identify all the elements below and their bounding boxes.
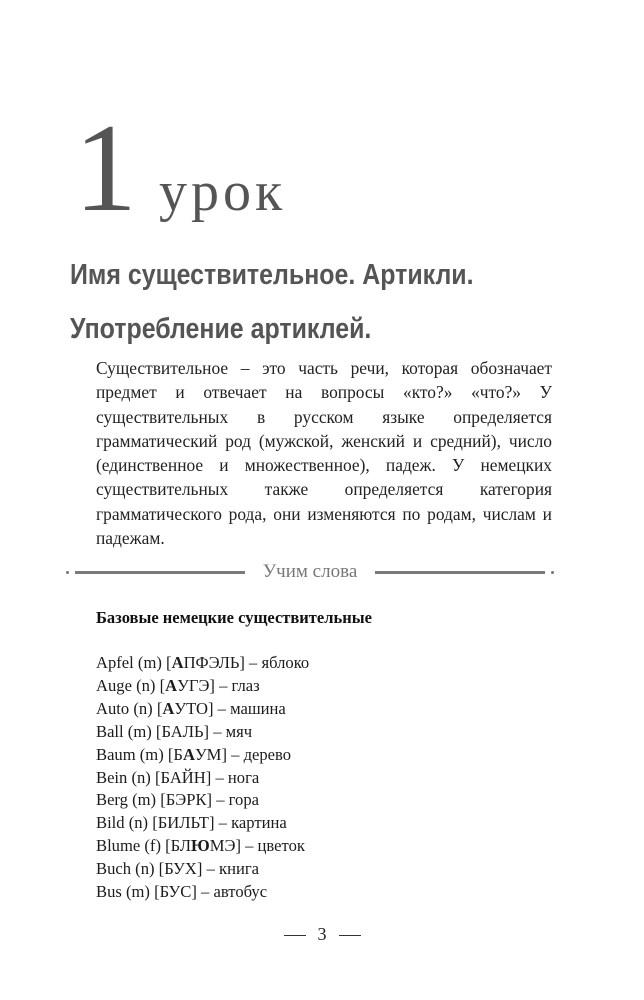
divider-line-left [75, 571, 245, 574]
section-divider [66, 560, 554, 584]
intro-text: Существительное – это часть речи, которая обозначает предмет и отвечает на вопросы «кто?» «что?» У существительных в русском языке определяется грамматический род (мужской, женский и средний), число (единственное и множественное), падеж. У немецких существительных также определяется категория грамматического рода, они изменяются по родам, числам и падежам. [96, 358, 552, 549]
chapter-title-line-1: Имя существительное. Артикли. [70, 259, 474, 291]
page-dash-right [339, 935, 361, 936]
divider-dot-left [66, 571, 69, 574]
vocab-item: Apfel (m) [АПФЭЛЬ] – яблоко [96, 653, 310, 672]
lesson-word: урок [159, 161, 287, 223]
divider-dot-right [551, 571, 554, 574]
page-number: 3 [317, 924, 327, 944]
vocab-item: Ball (m) [БАЛЬ] – мяч [96, 721, 253, 741]
intro-paragraph [96, 356, 552, 550]
divider-label: Учим слова [262, 561, 358, 582]
section-heading: Базовые немецкие существительные [96, 608, 372, 627]
vocab-item: Bein (n) [БАЙН] – нога [96, 767, 260, 787]
divider-line-right [375, 571, 545, 574]
vocab-item: Buch (n) [БУХ] – книга [96, 859, 260, 879]
vocab-item: Bus (m) [БУС] – автобус [96, 882, 268, 902]
page-footer [0, 924, 644, 945]
vocab-item: Auge (n) [АУГЭ] – глаз [96, 675, 260, 695]
page-dash-left [284, 935, 306, 936]
vocab-item: Berg (m) [БЭРК] – гора [96, 790, 260, 810]
lesson-number: 1 [74, 99, 137, 238]
vocab-item: Auto (n) [АУТО] – машина [96, 698, 286, 718]
vocab-item: Bild (n) [БИЛЬТ] – картина [96, 813, 287, 833]
vocab-item: Baum (m) [БАУМ] – дерево [96, 744, 292, 764]
lesson-header [74, 99, 287, 238]
chapter-title-line-2: Употребление артиклей. [70, 313, 372, 345]
chapter-title [70, 248, 517, 356]
vocab-item: Blume (f) [БЛЮМЭ] – цветок [96, 836, 305, 856]
vocabulary-list [96, 652, 309, 904]
